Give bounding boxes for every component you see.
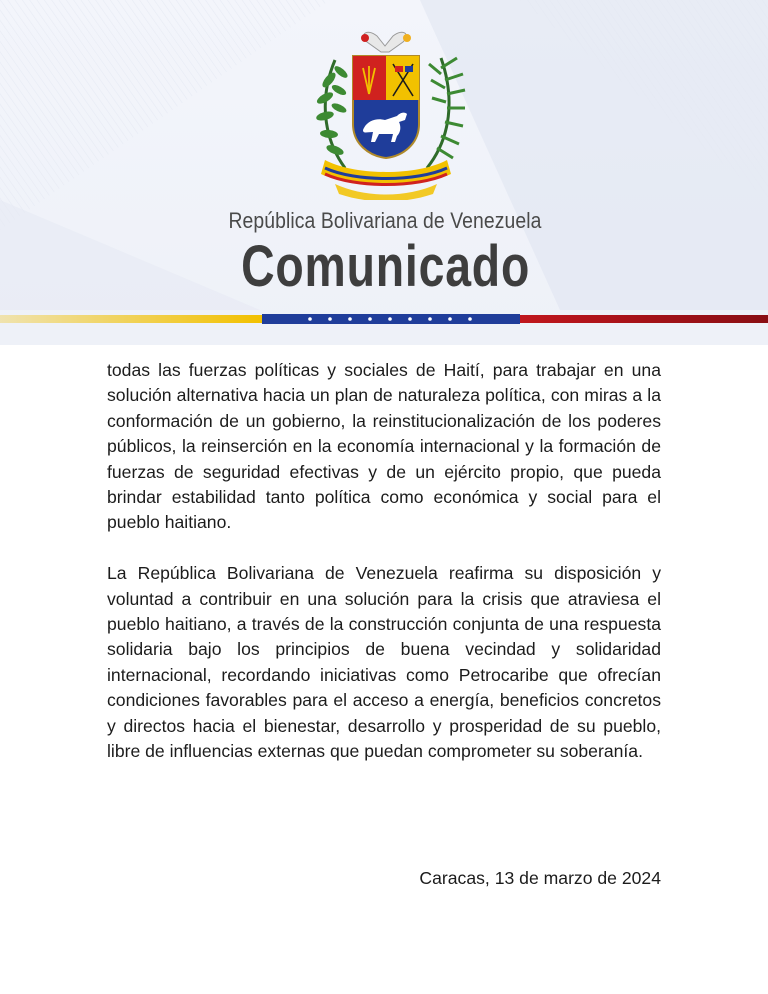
letterhead <box>0 0 768 345</box>
body-paragraph: todas las fuerzas políticas y sociales de Haití, para trabajar en una solución alternativa hacia un plan de naturaleza política, con miras a la conformación de un gobierno, la reinstitucionalización de los poderes públicos, la reinserción en la economía internacional y la formación de fuerzas de seguridad efectivas y de un ejército propio, que pueda brindar estabilidad tanto política como económica y social para el pueblo haitiano. <box>107 360 661 533</box>
country-name-subtitle: República Bolivariana de Venezuela <box>228 208 542 233</box>
flag-color-band <box>0 314 768 324</box>
body-paragraph: La República Bolivariana de Venezuela reafirma su disposición y voluntad a contribuir en una solución para la crisis que atraviesa el pueblo haitiano, a través de la construcción conjunta de una respuesta solidaria bajo los principios de buena vecindad y solidaridad internacional, recordando iniciativas como Petrocaribe que ofrecían condiciones favorables para el acceso a energía, beneficios concretos y directos hacia el bienestar, desarrollo y prosperidad de su pueblo, libre de influencias externas que puedan comprometer su soberanía. <box>107 563 661 762</box>
communique-body <box>107 358 661 790</box>
place-and-date: Caracas, 13 de marzo de 2024 <box>419 868 661 888</box>
document-title: Comunicado <box>241 234 531 299</box>
coat-of-arms-emblem <box>305 28 467 200</box>
